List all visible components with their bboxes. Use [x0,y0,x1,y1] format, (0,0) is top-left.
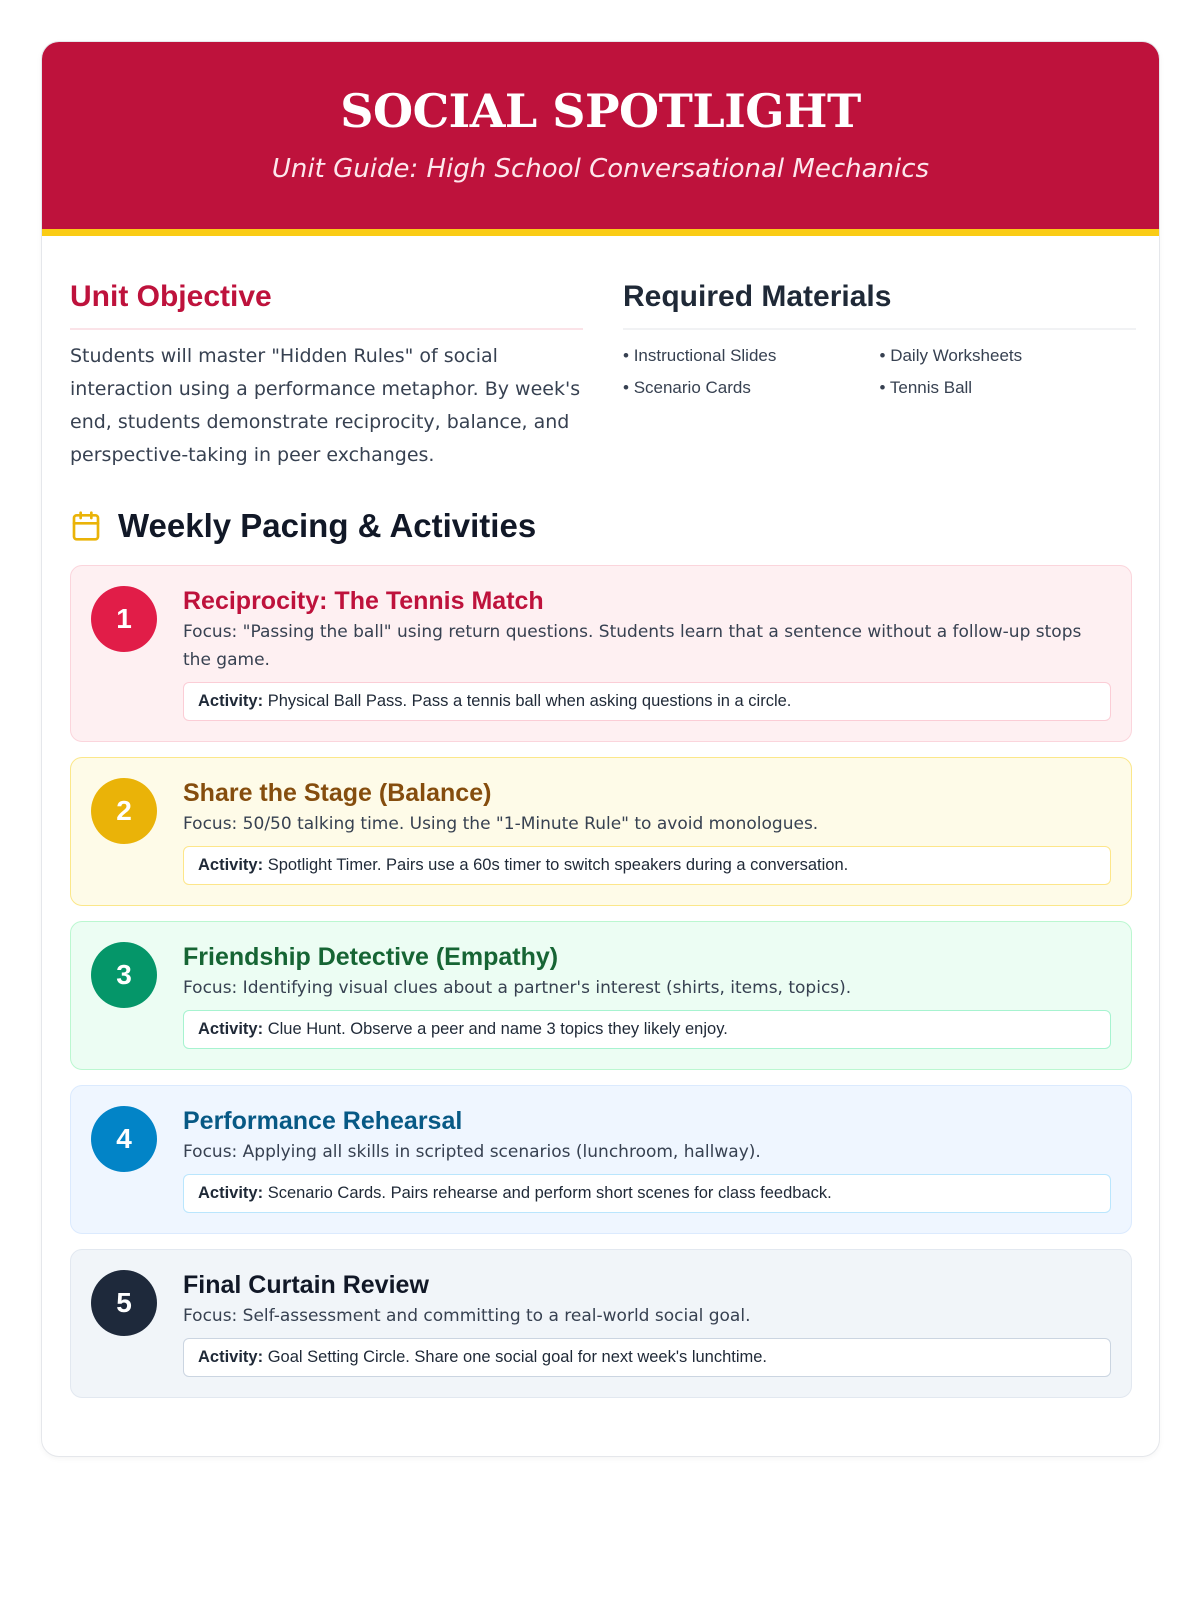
week-card-2 [70,757,1132,906]
week-title: Performance Rehearsal [183,1107,463,1135]
week-number-badge: 2 [91,778,157,844]
materials-list [623,346,1136,398]
week-number-badge: 4 [91,1106,157,1172]
week-number-badge: 1 [91,586,157,652]
weeks-list [70,565,1132,1413]
week-activity [183,1010,1111,1049]
material-item: • Daily Worksheets [880,346,1137,366]
weekly-pacing-title: Weekly Pacing & Activities [118,507,537,544]
unit-guide-card [41,41,1160,1457]
week-focus: Focus: Applying all skills in scripted scenarios (lunchroom, hallway). [183,1142,761,1162]
week-activity [183,1338,1111,1377]
unit-objective-text: Students will master "Hidden Rules" of social interaction using a performance metaphor. By week's end, students demonstrate reciprocity, balance, and perspective-taking in peer exchanges. [70,345,581,466]
unit-objective-heading: Unit Objective [70,280,583,330]
page-subtitle: Unit Guide: High School Conversational Mechanics [271,154,930,184]
material-item: • Tennis Ball [880,378,1137,398]
activity-label: Activity: [198,1184,264,1202]
unit-objective-section [70,280,583,472]
activity-label: Activity: [198,1020,264,1038]
header-banner [42,42,1159,236]
required-materials-heading: Required Materials [623,280,1136,330]
activity-text: Goal Setting Circle. Share one social goal for next week's lunchtime. [267,1348,768,1366]
week-card-5 [70,1249,1132,1398]
week-activity [183,1174,1111,1213]
week-focus: Focus: Self-assessment and committing to a real-world social goal. [183,1306,751,1326]
material-item: • Instructional Slides [623,346,880,366]
required-materials-section [623,280,1136,398]
week-title: Share the Stage (Balance) [183,779,492,807]
activity-text: Clue Hunt. Observe a peer and name 3 topics they likely enjoy. [267,1020,728,1038]
activity-label: Activity: [198,1348,264,1366]
activity-text: Spotlight Timer. Pairs use a 60s timer to switch speakers during a conversation. [267,856,849,874]
week-focus: Focus: 50/50 talking time. Using the "1-Minute Rule" to avoid monologues. [183,814,819,834]
week-activity [183,682,1111,721]
week-number-badge: 3 [91,942,157,1008]
activity-label: Activity: [198,692,264,710]
week-card-4 [70,1085,1132,1234]
week-focus: Focus: "Passing the ball" using return questions. Students learn that a sentence without a follow-up stops the game. [183,622,1082,670]
week-focus: Focus: Identifying visual clues about a partner's interest (shirts, items, topics). [183,978,852,998]
week-activity [183,846,1111,885]
week-card-1 [70,565,1132,742]
activity-text: Physical Ball Pass. Pass a tennis ball when asking questions in a circle. [267,692,792,710]
activity-text: Scenario Cards. Pairs rehearse and perform short scenes for class feedback. [267,1184,832,1202]
week-title: Final Curtain Review [183,1271,429,1299]
week-title: Friendship Detective (Empathy) [183,943,559,971]
week-number-badge: 5 [91,1270,157,1336]
week-title: Reciprocity: The Tennis Match [183,587,544,615]
week-card-3 [70,921,1132,1070]
weekly-pacing-heading [70,507,536,545]
activity-label: Activity: [198,856,264,874]
page-title: SOCIAL SPOTLIGHT [340,84,861,138]
calendar-icon [70,510,102,542]
material-item: • Scenario Cards [623,378,880,398]
